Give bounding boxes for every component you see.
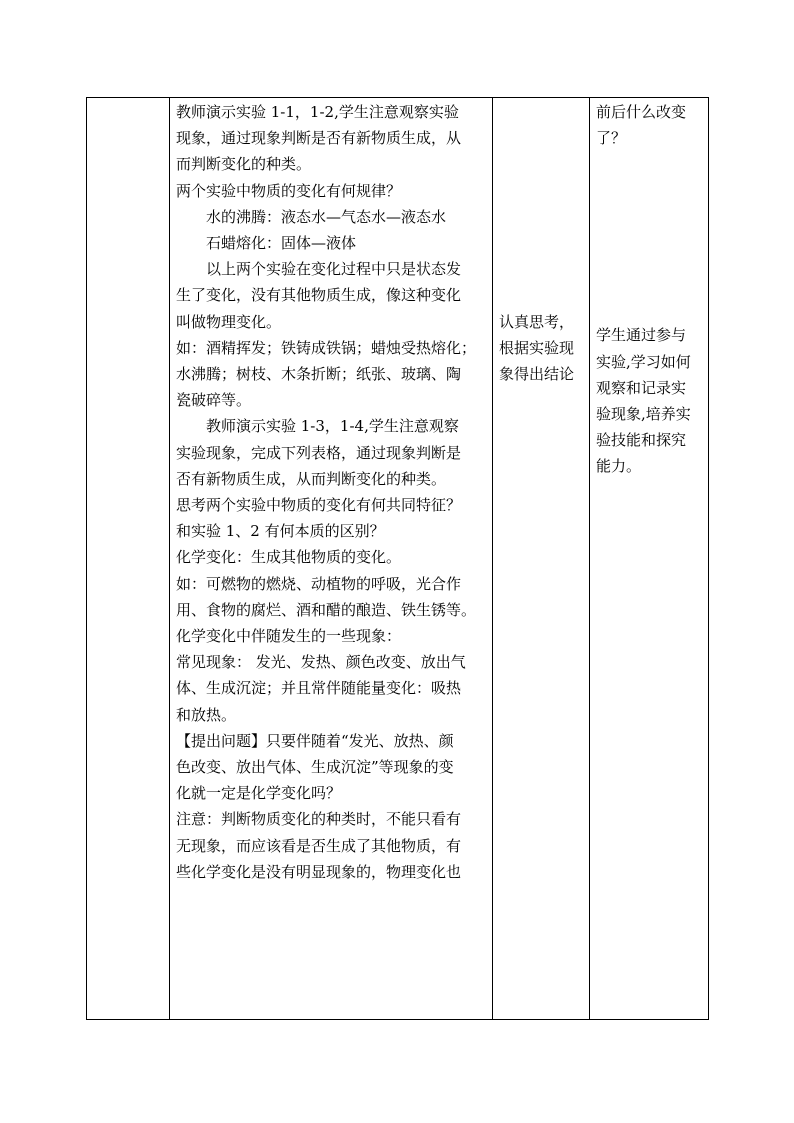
text-line: 和实验 1、2 有何本质的区别？ (176, 522, 385, 541)
text-line: 无现象，而应该看是否生成了其他物质，有 (176, 836, 462, 855)
text-line: 瓷破碎等。 (176, 391, 252, 410)
text-line: 验技能和探究 (596, 431, 687, 450)
text-line: 观察和记录实 (596, 378, 687, 397)
text-line: 象得出结论 (499, 365, 575, 384)
text-line: 教师演示实验 1-1，1-2,学生注意观察实验 (176, 103, 459, 121)
lesson-plan-table (86, 97, 709, 1020)
text-line: 化就一定是化学变化吗？ (176, 784, 342, 803)
text-line: 认真思考， (499, 313, 575, 331)
text-line: 前后什么改变 (596, 103, 687, 121)
text-line: 注意：判断物质变化的种类时，不能只看有 (176, 810, 462, 829)
text-line: 了？ (596, 129, 627, 148)
text-line: 以上两个实验在变化过程中只是状态发 (206, 260, 462, 279)
text-line: 根据实验现 (499, 339, 575, 358)
text-line: 水沸腾；树枝、木条折断；纸张、玻璃、陶 (176, 365, 462, 384)
column-empty-cell (87, 98, 170, 1020)
student-activity-text (493, 98, 589, 388)
text-line: 现象，通过现象判断是否有新物质生成，从 (176, 129, 462, 148)
text-line: 能力。 (596, 457, 642, 476)
student-activity-cell (493, 98, 590, 1020)
text-line: 水的沸腾：液态水—气态水—液态水 (206, 207, 447, 226)
text-line: 用、食物的腐烂、酒和醋的酿造、铁生锈等。 (176, 600, 477, 619)
design-intent-top-text (590, 98, 708, 151)
text-line: 化学变化中伴随发生的一些现象： (176, 627, 402, 646)
text-line: 生了变化，没有其他物质生成，像这种变化 (176, 286, 462, 305)
text-line: 体、生成沉淀；并且常伴随能量变化：吸热 (176, 679, 462, 698)
text-line: 色改变、放出气体、生成沉淀”等现象的变 (176, 758, 454, 777)
text-line: 化学变化：生成其他物质的变化。 (176, 548, 402, 567)
text-line: 如：可燃物的燃烧、动植物的呼吸，光合作 (176, 574, 462, 593)
table-row (87, 98, 709, 1020)
text-line: 石蜡熔化：固体—液体 (206, 234, 357, 253)
text-line: 而判断变化的种类。 (176, 155, 312, 174)
text-line: 些化学变化是没有明显现象的，物理变化也 (176, 862, 462, 881)
text-line: 验现象,培养实 (596, 405, 691, 424)
text-line: 如：酒精挥发；铁铸成铁锅；蜡烛受热熔化； (176, 338, 477, 357)
text-line: 教师演示实验 1-3，1-4,学生注意观察 (206, 417, 459, 436)
text-line: 实验现象，完成下列表格，通过现象判断是 (176, 443, 462, 462)
teacher-activity-text (170, 98, 492, 885)
teacher-activity-cell (170, 98, 493, 1020)
text-line: 两个实验中物质的变化有何规律？ (176, 181, 402, 200)
design-intent-mid-text (590, 151, 708, 479)
text-line: 学生通过参与 (596, 326, 687, 345)
text-line: 和放热。 (176, 705, 237, 724)
text-line: 常见现象： 发光、发热、颜色改变、放出气 (176, 653, 466, 672)
text-line: 思考两个实验中物质的变化有何共同特征？ (176, 496, 462, 515)
text-line: 【提出问题】只要伴随着“发光、放热、颜 (176, 731, 454, 750)
text-line: 实验,学习如何 (596, 352, 691, 371)
text-line: 叫做物理变化。 (176, 312, 282, 331)
text-line: 否有新物质生成，从而判断变化的种类。 (176, 469, 447, 488)
design-intent-cell (590, 98, 709, 1020)
